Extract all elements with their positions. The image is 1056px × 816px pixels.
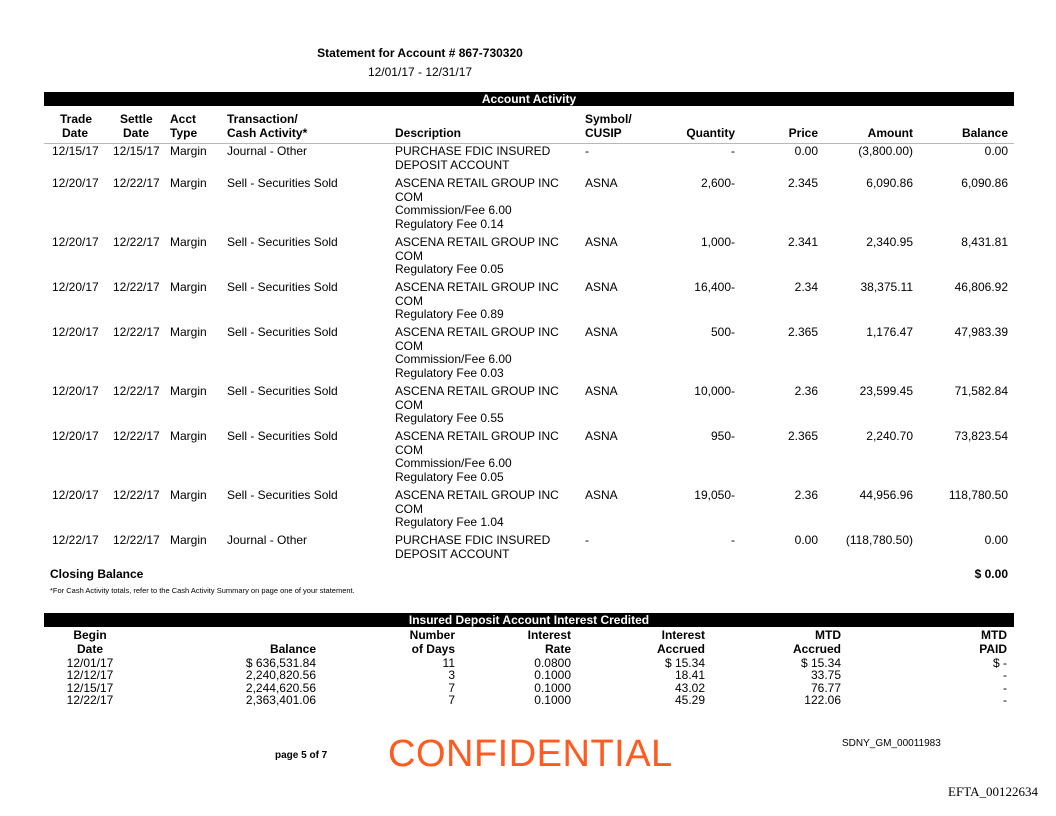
account-activity-heading: Account Activity (44, 92, 1014, 106)
page-number: page 5 of 7 (275, 750, 328, 761)
description (395, 236, 559, 277)
number-of-days: 11 (442, 656, 455, 670)
description (395, 489, 559, 530)
acct-type: Margin (170, 325, 207, 339)
efta-id: EFTA_00122634 (948, 784, 1038, 799)
description-line: Regulatory Fee 1.04 (395, 515, 504, 529)
cash-activity-footnote: *For Cash Activity totals, refer to the Cash Activity Summary on page one of your statement. (50, 586, 355, 595)
symbol: ASNA (585, 384, 618, 398)
trade-date: 12/20/17 (52, 235, 99, 249)
balance: 2,244,620.56 (245, 680, 316, 695)
mtd-accrued: 33.75 (810, 668, 841, 683)
acct-type: Margin (170, 235, 207, 249)
begin-date: 12/01/17 (66, 656, 114, 670)
col-settle-date: Settle Date (120, 112, 153, 140)
balance: 2,363,401.06 (245, 692, 316, 707)
description-line: ASCENA RETAIL GROUP INC (395, 235, 559, 249)
trade-date: 12/22/17 (52, 533, 99, 547)
ida-col-days: Number of Days (409, 628, 455, 656)
price: 2.365 (787, 429, 818, 443)
description-line: COM (395, 189, 423, 204)
col-price: Price (788, 126, 818, 140)
amount: 38,375.11 (860, 280, 913, 294)
description-line: PURCHASE FDIC INSURED (395, 144, 551, 158)
interest-accrued: 45.29 (674, 692, 705, 707)
col-quantity: Quantity (686, 126, 735, 140)
ida-col-mtd-paid: MTD PAID (979, 628, 1007, 656)
mtd-paid: - (1003, 680, 1007, 695)
transaction-type: Sell - Securities Sold (227, 280, 338, 294)
closing-balance-label: Closing Balance (50, 567, 144, 581)
description (395, 430, 559, 484)
mtd-accrued: 76.77 (810, 680, 841, 695)
price: 2.345 (787, 176, 818, 190)
description-line: Regulatory Fee 0.55 (395, 411, 504, 425)
description-line: COM (395, 501, 423, 516)
mtd-accrued: 122.06 (804, 692, 841, 707)
description (395, 534, 550, 561)
symbol: - (585, 533, 589, 547)
col-transaction: Transaction/ Cash Activity* (227, 112, 308, 140)
balance: 73,823.54 (954, 429, 1008, 443)
interest-rate: 0.1000 (534, 668, 571, 683)
settle-date: 12/22/17 (113, 235, 160, 249)
mtd-paid: - (1003, 668, 1007, 683)
col-trade-date: Trade Date (60, 112, 93, 140)
balance: 2,240,820.56 (245, 668, 316, 683)
balance: 6,090.86 (961, 176, 1008, 190)
balance: $ 636,531.84 (245, 656, 316, 670)
description-line: COM (395, 338, 423, 353)
ida-col-begin-date: Begin Date (73, 628, 107, 656)
number-of-days: 7 (448, 680, 455, 695)
amount: (118,780.50) (845, 533, 913, 547)
description (395, 326, 559, 380)
price: 2.365 (787, 325, 818, 339)
statement-period: 12/01/17 - 12/31/17 (367, 65, 473, 79)
description-line: COM (395, 442, 423, 457)
description-line: ASCENA RETAIL GROUP INC (395, 325, 559, 339)
description-line: Regulatory Fee 0.89 (395, 307, 504, 321)
amount: 44,956.96 (859, 488, 913, 502)
trade-date: 12/20/17 (52, 280, 99, 294)
acct-type: Margin (170, 176, 207, 190)
price: 2.36 (794, 488, 818, 502)
quantity: 1,000- (700, 235, 735, 249)
price: 0.00 (794, 533, 818, 547)
symbol: ASNA (585, 488, 618, 502)
description-line: ASCENA RETAIL GROUP INC (395, 384, 559, 398)
quantity: - (731, 533, 735, 547)
description-line: Regulatory Fee 0.14 (395, 216, 504, 231)
price: 2.34 (794, 280, 818, 294)
symbol: ASNA (585, 325, 618, 339)
trade-date: 12/20/17 (52, 429, 99, 443)
ida-col-balance: Balance (269, 642, 316, 656)
settle-date: 12/22/17 (113, 429, 160, 443)
description-line: ASCENA RETAIL GROUP INC (395, 488, 559, 502)
interest-accrued: 43.02 (674, 680, 705, 695)
settle-date: 12/22/17 (113, 176, 160, 190)
transaction-type: Sell - Securities Sold (227, 325, 338, 339)
transaction-type: Sell - Securities Sold (227, 384, 338, 398)
trade-date: 12/20/17 (52, 176, 99, 190)
trade-date: 12/20/17 (52, 488, 99, 502)
description (395, 177, 559, 231)
insured-deposit-heading: Insured Deposit Account Interest Credited (44, 613, 1014, 627)
amount: 2,340.95 (866, 235, 913, 249)
price: 2.36 (794, 384, 818, 398)
ida-col-rate: Interest Rate (527, 628, 571, 656)
acct-type: Margin (170, 429, 207, 443)
amount: 1,176.47 (866, 325, 913, 339)
price: 2.341 (787, 235, 818, 249)
description-line: PURCHASE FDIC INSURED (395, 533, 551, 547)
description-line: ASCENA RETAIL GROUP INC (395, 280, 559, 294)
interest-rate: 0.1000 (534, 692, 571, 707)
balance: 118,780.50 (948, 488, 1008, 502)
ida-col-accrued: Interest Accrued (656, 628, 705, 656)
trade-date: 12/20/17 (52, 325, 99, 339)
closing-balance-value: $ 0.00 (974, 567, 1008, 581)
col-acct-type: Acct Type (170, 112, 198, 140)
transaction-type: Sell - Securities Sold (227, 235, 338, 249)
number-of-days: 7 (448, 692, 455, 707)
interest-rate: 0.0800 (534, 656, 571, 670)
description-line: ASCENA RETAIL GROUP INC (395, 429, 559, 443)
description-line: Commission/Fee 6.00 (395, 203, 512, 217)
col-description: Description (395, 126, 462, 140)
transaction-type: Journal - Other (227, 533, 308, 547)
settle-date: 12/22/17 (113, 533, 160, 547)
quantity: 2,600- (700, 176, 735, 190)
interest-accrued: $ 15.34 (664, 656, 705, 670)
interest-rate: 0.1000 (534, 680, 571, 695)
balance: 46,806.92 (954, 280, 1008, 294)
symbol: - (585, 144, 589, 158)
document-id: SDNY_GM_00011983 (842, 738, 941, 749)
description-line: COM (395, 397, 423, 412)
amount: (3,800.00) (858, 144, 913, 158)
description-line: Regulatory Fee 0.05 (395, 262, 504, 276)
transaction-type: Sell - Securities Sold (227, 488, 338, 502)
symbol: ASNA (585, 429, 618, 443)
amount: 23,599.45 (859, 384, 913, 398)
description-line: Commission/Fee 6.00 (395, 456, 512, 470)
quantity: 500- (710, 325, 735, 339)
balance: 47,983.39 (954, 325, 1008, 339)
price: 0.00 (794, 144, 818, 158)
description (395, 145, 550, 172)
description-line: Commission/Fee 6.00 (395, 352, 512, 366)
quantity: 950- (710, 429, 735, 443)
description-line: DEPOSIT ACCOUNT (395, 157, 510, 172)
mtd-paid: - (1003, 692, 1007, 707)
trade-date: 12/15/17 (52, 144, 99, 158)
balance: 71,582.84 (954, 384, 1008, 398)
mtd-accrued: $ 15.34 (800, 656, 841, 670)
balance: 0.00 (984, 144, 1008, 158)
transaction-type: Journal - Other (227, 144, 308, 158)
description-line: COM (395, 248, 423, 263)
quantity: - (731, 144, 735, 158)
mtd-paid: $ - (992, 656, 1007, 670)
statement-title: Statement for Account # 867-730320 (317, 46, 523, 60)
quantity: 19,050- (694, 488, 735, 502)
begin-date: 12/22/17 (66, 692, 114, 707)
trade-date: 12/20/17 (52, 384, 99, 398)
amount: 2,240.70 (866, 429, 913, 443)
ida-col-mtd-accrued: MTD Accrued (792, 628, 841, 656)
settle-date: 12/22/17 (113, 325, 160, 339)
description-line: ASCENA RETAIL GROUP INC (395, 176, 559, 190)
amount: 6,090.86 (866, 176, 913, 190)
transaction-type: Sell - Securities Sold (227, 176, 338, 190)
description (395, 385, 559, 426)
col-symbol: Symbol/ CUSIP (585, 112, 632, 140)
description-line: Regulatory Fee 0.03 (395, 365, 504, 380)
settle-date: 12/15/17 (113, 144, 160, 158)
acct-type: Margin (170, 280, 207, 294)
settle-date: 12/22/17 (113, 488, 160, 502)
description-line: Regulatory Fee 0.05 (395, 469, 504, 484)
acct-type: Margin (170, 488, 207, 502)
quantity: 10,000- (694, 384, 735, 398)
settle-date: 12/22/17 (113, 384, 160, 398)
transaction-type: Sell - Securities Sold (227, 429, 338, 443)
acct-type: Margin (170, 384, 207, 398)
col-balance: Balance (961, 126, 1008, 140)
settle-date: 12/22/17 (113, 280, 160, 294)
symbol: ASNA (585, 235, 618, 249)
description (395, 281, 559, 322)
symbol: ASNA (585, 176, 618, 190)
quantity: 16,400- (694, 280, 735, 294)
acct-type: Margin (170, 144, 207, 158)
begin-date: 12/12/17 (66, 668, 114, 683)
description-line: COM (395, 293, 423, 308)
acct-type: Margin (170, 533, 207, 547)
description-line: DEPOSIT ACCOUNT (395, 546, 510, 561)
symbol: ASNA (585, 280, 618, 294)
confidential-stamp: CONFIDENTIAL (388, 733, 673, 775)
balance: 0.00 (984, 533, 1008, 547)
interest-accrued: 18.41 (674, 668, 705, 683)
begin-date: 12/15/17 (66, 680, 114, 695)
col-amount: Amount (867, 126, 913, 140)
number-of-days: 3 (448, 668, 455, 683)
balance: 8,431.81 (961, 235, 1008, 249)
